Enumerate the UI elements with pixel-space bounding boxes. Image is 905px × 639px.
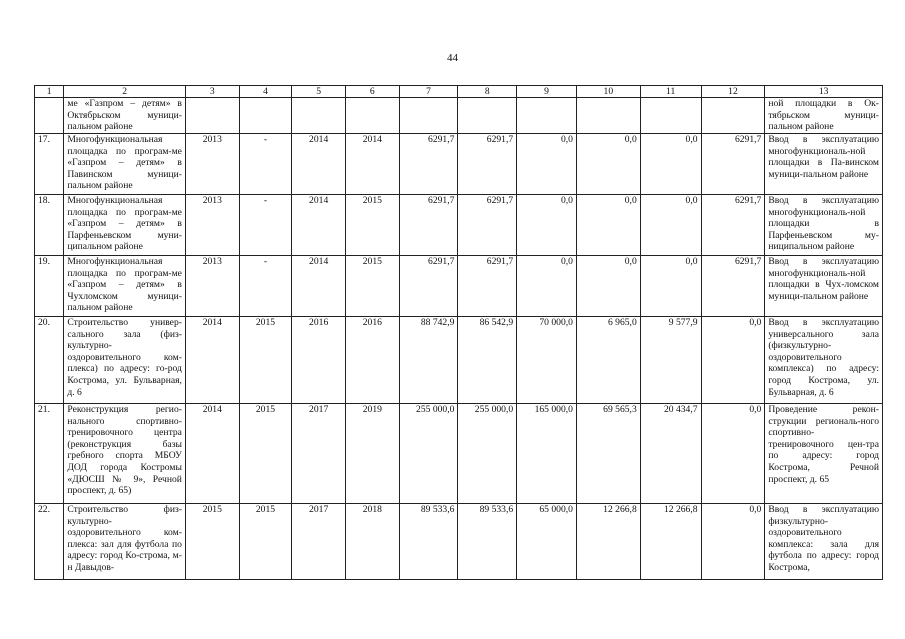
cell-col3 [185,98,239,134]
cell-col4 [239,98,292,134]
cell-col3: 2014 [185,404,239,504]
row-number [35,98,64,134]
cell-col5: 2017 [292,404,346,504]
cell-col12: 6291,7 [701,256,765,317]
cell-col11: 0,0 [640,195,701,256]
cell-col8: 6291,7 [458,134,517,195]
row-number: 20. [35,317,64,404]
cell-col10: 0,0 [576,134,640,195]
cell-col9 [517,98,577,134]
cell-col11: 20 434,7 [640,404,701,504]
cell-col10: 0,0 [576,195,640,256]
cell-col8 [458,98,517,134]
cell-col11 [640,98,701,134]
col-header: 6 [345,86,399,98]
cell-col10: 12 266,8 [576,504,640,580]
table-row [35,134,883,195]
cell-col11: 0,0 [640,134,701,195]
table-row [35,256,883,317]
object-name: ме «Газпром – детям» в Октябрьском муници-пальном районе [64,98,186,134]
col-header: 1 [35,86,64,98]
object-name: Многофункциональная площадка по програм-ме «Газпром – детям» в Парфеньевском муни-ципальном районе [64,195,186,256]
table-row [35,504,883,580]
object-name: Строительство универ-сального зала (физ-культурно-оздоровительного ком-плекса) по адресу: го-род Кострома, ул. Бульварная, д. 6 [64,317,186,404]
cell-col6: 2015 [345,256,399,317]
page-number: 44 [447,52,458,64]
cell-col7: 6291,7 [399,195,458,256]
cell-col7: 88 742,9 [399,317,458,404]
col-header: 8 [458,86,517,98]
cell-col7: 6291,7 [399,134,458,195]
col-header: 10 [576,86,640,98]
cell-col7: 89 533,6 [399,504,458,580]
cell-col5: 2016 [292,317,346,404]
col-header: 4 [239,86,292,98]
col-header: 2 [64,86,186,98]
cell-col8: 6291,7 [458,195,517,256]
col-header: 12 [701,86,765,98]
col-header: 13 [765,86,883,98]
cell-col8: 6291,7 [458,256,517,317]
cell-col10: 69 565,3 [576,404,640,504]
cell-col12: 6291,7 [701,195,765,256]
cell-col9: 0,0 [517,256,577,317]
cell-col6 [345,98,399,134]
cell-col7: 255 000,0 [399,404,458,504]
cell-col7 [399,98,458,134]
cell-col11: 12 266,8 [640,504,701,580]
cell-col4: - [239,195,292,256]
cell-col12: 6291,7 [701,134,765,195]
col-header: 11 [640,86,701,98]
cell-col6: 2018 [345,504,399,580]
table-row [35,195,883,256]
cell-col5: 2014 [292,134,346,195]
object-name: Реконструкция регио-нального спортивно-тренировочного центра (реконструкция базы гребного спорта МБОУ ДОД города Костромы «ДЮСШ № 9», Речной проспект, д. 65) [64,404,186,504]
cell-col6: 2019 [345,404,399,504]
cell-col7: 6291,7 [399,256,458,317]
header-row [35,86,883,98]
col-header: 9 [517,86,577,98]
cell-col10: 6 965,0 [576,317,640,404]
table-row [35,98,883,134]
cell-col3: 2014 [185,317,239,404]
row-number: 22. [35,504,64,580]
cell-col10: 0,0 [576,256,640,317]
cell-col6: 2014 [345,134,399,195]
cell-col12: 0,0 [701,317,765,404]
cell-col10 [576,98,640,134]
object-name: Многофункциональная площадка по програм-ме «Газпром – детям» в Павинском муници-пальном районе [64,134,186,195]
cell-col6: 2016 [345,317,399,404]
expected-result: Проведение рекон-струкции региональ-ного спортивно-тренировочного цен-тра по адресу: город Кострома, Речной проспект, д. 65 [765,404,883,504]
cell-col4: 2015 [239,504,292,580]
cell-col11: 9 577,9 [640,317,701,404]
row-number: 17. [35,134,64,195]
col-header: 3 [185,86,239,98]
cell-col12: 0,0 [701,504,765,580]
row-number: 21. [35,404,64,504]
expected-result: Ввод в эксплуатацию физкультурно-оздоровительного комплекса: зала для футбола по адресу: город Кострома, [765,504,883,580]
expected-result: Ввод в эксплуатацию универсального зала (физкультурно-оздоровительного комплекса) по адресу: город Кострома, ул. Бульварная, д. 6 [765,317,883,404]
cell-col9: 65 000,0 [517,504,577,580]
col-header: 5 [292,86,346,98]
cell-col3: 2015 [185,504,239,580]
object-name: Строительство физ-культурно-оздоровительного ком-плекса: зал для футбола по адресу: город Ко-строма, м-н Давыдов- [64,504,186,580]
cell-col9: 165 000,0 [517,404,577,504]
expected-result: Ввод в эксплуатацию многофункциональ-ной площадки в Па-винском муници-пальном районе [765,134,883,195]
cell-col3: 2013 [185,134,239,195]
cell-col9: 0,0 [517,134,577,195]
cell-col12 [701,98,765,134]
expected-result: Ввод в эксплуатацию многофункциональ-ной площадки в Парфеньевском му-ниципальном районе [765,195,883,256]
col-header: 7 [399,86,458,98]
expected-result: Ввод в эксплуатацию многофункциональ-ной площадки в Чух-ломском муници-пальном районе [765,256,883,317]
table-row [35,317,883,404]
cell-col9: 0,0 [517,195,577,256]
cell-col9: 70 000,0 [517,317,577,404]
cell-col4: 2015 [239,317,292,404]
cell-col12: 0,0 [701,404,765,504]
cell-col8: 89 533,6 [458,504,517,580]
cell-col5: 2014 [292,256,346,317]
cell-col4: 2015 [239,404,292,504]
cell-col4: - [239,134,292,195]
cell-col11: 0,0 [640,256,701,317]
cell-col8: 86 542,9 [458,317,517,404]
cell-col6: 2015 [345,195,399,256]
row-number: 18. [35,195,64,256]
cell-col5 [292,98,346,134]
program-table [34,85,883,580]
cell-col3: 2013 [185,256,239,317]
cell-col5: 2017 [292,504,346,580]
cell-col4: - [239,256,292,317]
cell-col8: 255 000,0 [458,404,517,504]
object-name: Многофункциональная площадка по програм-ме «Газпром – детям» в Чухломском муници-пальном районе [64,256,186,317]
cell-col3: 2013 [185,195,239,256]
expected-result: ной площадки в Ок-тябрьском муници-пальном районе [765,98,883,134]
cell-col5: 2014 [292,195,346,256]
row-number: 19. [35,256,64,317]
table-row [35,404,883,504]
